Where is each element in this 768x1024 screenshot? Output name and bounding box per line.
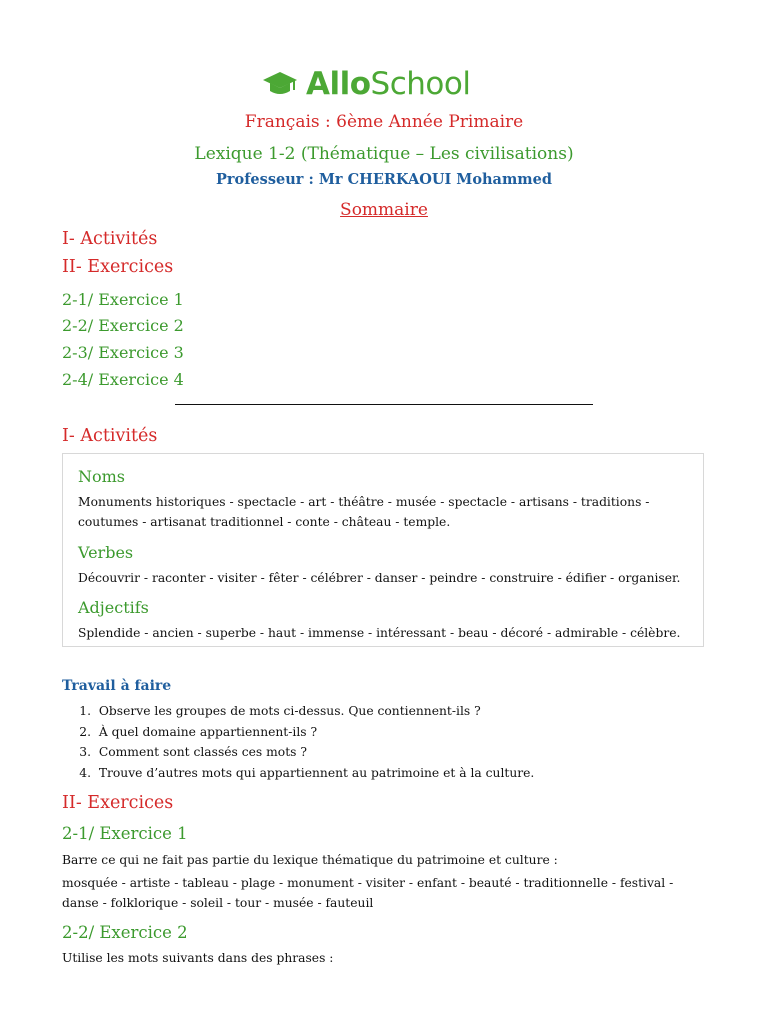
list-item: 2. À quel domaine appartiennent-ils ? (79, 724, 318, 739)
subject-title: Français : 6ème Année Primaire (244, 112, 524, 132)
adjectives-text: Splendide - ancien - superbe - haut - immense - intéressant - beau - décoré - admirable - célèbre. (78, 626, 681, 640)
exercise-1-instruction: Barre ce qui ne fait pas partie du lexique thématique du patrimoine et culture : (62, 853, 558, 867)
work-title: Travail à faire (62, 678, 172, 694)
section-divider (175, 404, 593, 405)
list-item: 3. Comment sont classés ces mots ? (79, 745, 307, 759)
toc-link-exercises[interactable]: II- Exercices (62, 257, 174, 277)
teacher-name: Professeur : Mr CHERKAOUI Mohammed (215, 171, 553, 188)
toc-title: Sommaire (340, 200, 428, 220)
exercises-heading: II- Exercices (62, 793, 174, 813)
exercise-2-instruction: Utilise les mots suivants dans des phrases : (62, 951, 334, 965)
list-item: 4. Trouve d’autres mots qui appartiennent au patrimoine et à la culture. (79, 765, 535, 780)
exercise-1-words: mosquée - artiste - tableau - plage - monument - visiter - enfant - beauté - traditionnelle - festival - danse - folklorique - soleil - tour - musée - fauteuil (62, 876, 674, 910)
work-list (62, 701, 702, 783)
graduation-cap-icon (262, 69, 298, 99)
adjectives-heading: Adjectifs (78, 598, 149, 617)
exercise-2-heading: 2-2/ Exercice 2 (62, 923, 188, 942)
nouns-heading: Noms (78, 467, 126, 486)
list-item: 1. Observe les groupes de mots ci-dessus. Que contiennent-ils ? (79, 704, 481, 718)
lesson-title: Lexique 1-2 (Thématique – Les civilisations) (194, 144, 574, 164)
exercise-1-heading: 2-1/ Exercice 1 (62, 824, 188, 843)
alloschool-logo[interactable] (262, 64, 502, 104)
toc-link-exercise-3[interactable]: 2-3/ Exercice 3 (62, 343, 184, 362)
nouns-text: Monuments historiques - spectacle - art - théâtre - musée - spectacle - artisans - traditions - coutumes - artisanat traditionnel - conte - château - temple. (78, 495, 650, 529)
verbs-heading: Verbes (78, 543, 134, 562)
verbs-text: Découvrir - raconter - visiter - fêter - célébrer - danser - peindre - construire - édifier - organiser. (78, 571, 681, 585)
activities-heading: I- Activités (62, 426, 158, 446)
vocabulary-box (62, 453, 704, 647)
toc-link-exercise-1[interactable]: 2-1/ Exercice 1 (62, 290, 184, 309)
logo-wordmark: AlloSchool (306, 66, 471, 102)
toc-link-exercise-4[interactable]: 2-4/ Exercice 4 (62, 370, 184, 389)
toc-link-exercise-2[interactable]: 2-2/ Exercice 2 (62, 316, 184, 335)
toc-link-activities[interactable]: I- Activités (62, 229, 158, 249)
